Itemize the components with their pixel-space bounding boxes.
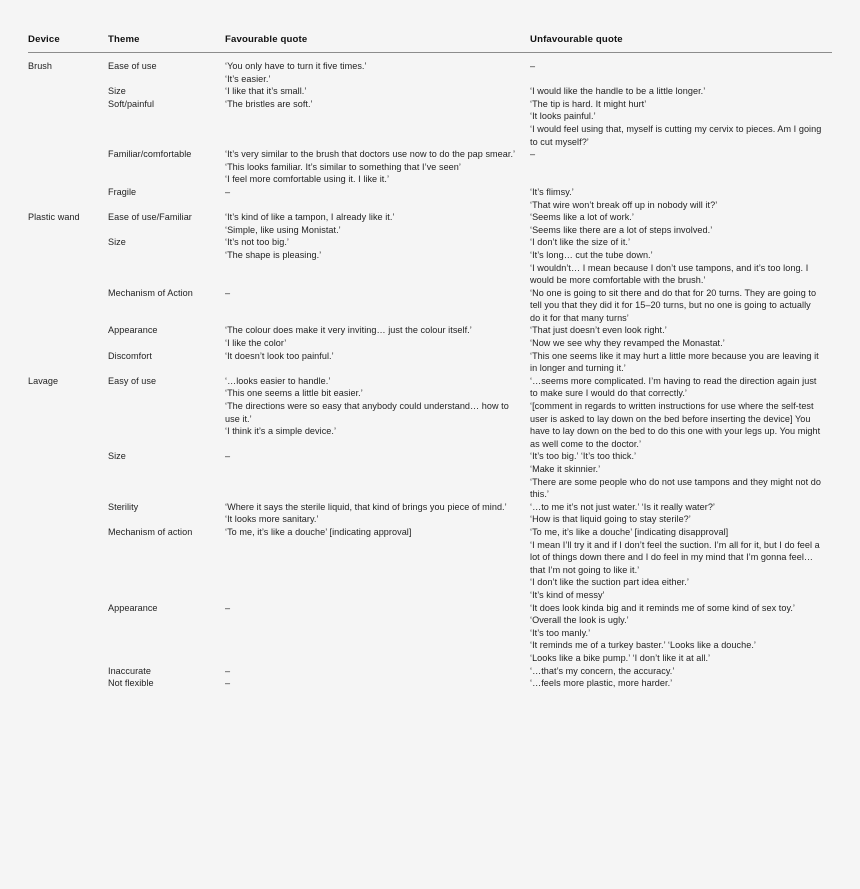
quote-line: ‘That just doesn’t even look right.’: [530, 325, 667, 336]
table-row: [28, 324, 832, 349]
cell-unfavourable-quote: [530, 287, 832, 325]
cell-device: [28, 236, 108, 286]
cell-theme: Appearance: [108, 602, 158, 613]
cell-favourable-quote: [225, 677, 530, 690]
quote-line: ‘I don’t like the size of it.’: [530, 237, 631, 248]
table-row: [28, 350, 832, 375]
cell-unfavourable-quote: [530, 375, 832, 451]
quote-line: –: [530, 61, 536, 71]
quote-line: –: [530, 149, 536, 160]
cell-unfavourable-quote: [530, 602, 832, 665]
quote-line: –: [225, 665, 231, 676]
cell-device: [28, 148, 108, 186]
cell-device: [28, 501, 108, 526]
table-row: [28, 98, 832, 148]
quote-line: ‘The tip is hard. It might hurt’: [530, 98, 647, 109]
cell-unfavourable-quote: [530, 450, 832, 500]
table-row: [28, 287, 832, 325]
quote-line: ‘I feel more comfortable using it. I like it.’: [225, 174, 390, 185]
quote-line: ‘It’s kind of like a tampon, I already like it.’: [225, 212, 395, 223]
table-row: [28, 60, 832, 85]
table-row: [28, 211, 832, 236]
cell-favourable-quote: [225, 98, 530, 148]
cell-device: [28, 526, 108, 602]
quote-line: ‘There are some people who do not use tampons and they might not do this.’: [530, 476, 821, 500]
quote-line: ‘It doesn’t look too painful.’: [225, 350, 334, 361]
quote-line: ‘The colour does make it very inviting… just the colour itself.’: [225, 325, 472, 336]
cell-device: [28, 85, 108, 98]
cell-theme: Mechanism of Action: [108, 287, 193, 298]
quote-line: ‘It’s long… cut the tube down.’: [530, 249, 653, 260]
cell-device: [28, 665, 108, 678]
quote-line: ‘I mean I’ll try it and if I don’t feel the suction. I’m all for it, but I do feel a lot of things down there and I do feel in my mind that I’m gonna feel… that I’m not going to like it.’: [530, 539, 820, 575]
table-row: [28, 602, 832, 665]
cell-favourable-quote: [225, 602, 530, 665]
quote-line: ‘This looks familiar. It’s similar to something that I’ve seen’: [225, 161, 461, 172]
quote-line: ‘The shape is pleasing.’: [225, 249, 322, 260]
cell-theme: Fragile: [108, 186, 137, 197]
quote-line: ‘Looks like a bike pump.’ ‘I don’t like it at all.’: [530, 652, 711, 663]
cell-theme: Size: [108, 237, 126, 248]
quote-line: ‘I don’t like the suction part idea either.’: [530, 577, 689, 588]
cell-favourable-quote: [225, 287, 530, 325]
cell-favourable-quote: [225, 186, 530, 211]
quote-line: ‘That wire won’t break off up in nobody will it?’: [530, 199, 718, 210]
quote-line: ‘I like the color’: [225, 338, 287, 349]
quote-line: –: [225, 186, 231, 197]
cell-device: [28, 186, 108, 211]
quote-line: ‘It’s easier.’: [225, 73, 271, 84]
cell-favourable-quote: [225, 350, 530, 375]
cell-unfavourable-quote: [530, 324, 832, 349]
quote-line: ‘…that’s my concern, the accuracy.’: [530, 665, 675, 676]
cell-device: [28, 602, 108, 665]
cell-theme: Ease of use/Familiar: [108, 212, 192, 223]
spacer-cell: [530, 53, 832, 61]
cell-favourable-quote: [225, 375, 530, 451]
qualitative-quotes-table-container: [28, 34, 832, 690]
quote-line: ‘It’s not too big.’: [225, 237, 289, 248]
quote-line: ‘…seems more complicated. I’m having to read the direction again just to make sure I would do that correctly.’: [530, 375, 817, 399]
quote-line: ‘Seems like there are a lot of steps involved.’: [530, 224, 713, 235]
cell-device: [28, 450, 108, 500]
table-row: [28, 375, 832, 451]
quote-line: –: [225, 678, 231, 689]
cell-device: Brush: [28, 61, 53, 71]
cell-theme: Discomfort: [108, 350, 152, 361]
table-row: [28, 450, 832, 500]
quote-line: ‘I would feel using that, myself is cutting my cervix to pieces. Am I going to cut myself?’: [530, 123, 822, 147]
cell-favourable-quote: [225, 85, 530, 98]
cell-theme: Mechanism of action: [108, 526, 193, 537]
quote-line: ‘It’s flimsy.’: [530, 186, 574, 197]
table-row: [28, 665, 832, 678]
cell-device: [28, 350, 108, 375]
quote-line: –: [225, 287, 231, 298]
quote-line: ‘It reminds me of a turkey baster.’ ‘Looks like a douche.’: [530, 640, 756, 651]
cell-theme: Size: [108, 86, 126, 97]
cell-theme: Familiar/comfortable: [108, 149, 192, 160]
quote-line: ‘…looks easier to handle.’: [225, 375, 331, 386]
cell-favourable-quote: [225, 501, 530, 526]
quote-line: ‘It looks more sanitary.’: [225, 514, 319, 525]
quote-line: ‘Make it skinnier.’: [530, 464, 601, 474]
qualitative-quotes-table: [28, 34, 832, 690]
spacer-cell: [225, 53, 530, 61]
table-row: [28, 236, 832, 286]
table-row: [28, 501, 832, 526]
cell-favourable-quote: [225, 526, 530, 602]
cell-theme: Not flexible: [108, 678, 154, 689]
cell-favourable-quote: [225, 211, 530, 236]
cell-theme: Easy of use: [108, 375, 157, 386]
quote-line: ‘I think it’s a simple device.’: [225, 426, 337, 437]
cell-theme: Appearance: [108, 325, 158, 336]
quote-line: –: [225, 451, 231, 462]
quote-line: ‘It’s kind of messy’: [530, 589, 605, 600]
quote-line: ‘Seems like a lot of work.’: [530, 212, 634, 223]
quote-line: ‘This one seems a little bit easier.’: [225, 388, 363, 399]
quote-line: ‘I like that it’s small.’: [225, 86, 307, 97]
cell-favourable-quote: [225, 60, 530, 85]
cell-theme: Soft/painful: [108, 98, 155, 109]
table-row: [28, 526, 832, 602]
quote-line: ‘Simple, like using Monistat.’: [225, 224, 341, 235]
quote-line: ‘It’s too manly.’: [530, 627, 591, 638]
quote-line: ‘No one is going to sit there and do that for 20 turns. They are going to tell you that they did it for 15–20 turns, but no one is going to actually do it for that many turns’: [530, 287, 817, 323]
spacer-cell: [108, 53, 225, 61]
table-row: [28, 148, 832, 186]
quote-line: ‘…to me it’s not just water.’ ‘Is it really water?’: [530, 501, 715, 512]
cell-favourable-quote: [225, 236, 530, 286]
cell-unfavourable-quote: [530, 60, 832, 85]
cell-unfavourable-quote: [530, 211, 832, 236]
quote-line: ‘It’s too big.’ ‘It’s too thick.’: [530, 451, 637, 462]
quote-line: ‘The bristles are soft.’: [225, 98, 313, 109]
header-spacer-row: [28, 53, 832, 61]
cell-theme: Size: [108, 451, 126, 462]
cell-device: [28, 677, 108, 690]
column-header-device: Device: [28, 34, 60, 45]
cell-unfavourable-quote: [530, 350, 832, 375]
cell-device: [28, 287, 108, 325]
cell-theme: Ease of use: [108, 61, 157, 71]
quote-line: ‘Where it says the sterile liquid, that kind of brings you piece of mind.’: [225, 501, 507, 512]
cell-favourable-quote: [225, 450, 530, 500]
cell-unfavourable-quote: [530, 677, 832, 690]
cell-unfavourable-quote: [530, 665, 832, 678]
cell-device: Lavage: [28, 375, 59, 386]
cell-device: [28, 324, 108, 349]
quote-line: ‘[comment in regards to written instructions for use where the self-test user is asked to lay down on the bed before inserting the device] You have to lay down on the bed to do this one with your legs up. You might as well come to the doctor.’: [530, 401, 821, 449]
quote-line: ‘I would like the handle to be a little longer.’: [530, 86, 706, 97]
column-header-favourable-quote: Favourable quote: [225, 34, 308, 45]
quote-line: ‘The directions were so easy that anybody could understand… how to use it.’: [225, 401, 509, 424]
cell-unfavourable-quote: [530, 236, 832, 286]
quote-line: ‘It looks painful.’: [530, 111, 596, 122]
cell-favourable-quote: [225, 324, 530, 349]
cell-unfavourable-quote: [530, 85, 832, 98]
cell-favourable-quote: [225, 665, 530, 678]
table-header: [28, 34, 832, 53]
quote-line: ‘To me, it’s like a douche’ [indicating approval]: [225, 526, 412, 537]
quote-line: ‘It’s very similar to the brush that doctors use now to do the pap smear.’: [225, 149, 516, 160]
quote-line: ‘It does look kinda big and it reminds me of some kind of sex toy.’: [530, 602, 796, 613]
quote-line: ‘To me, it’s like a douche’ [indicating disapproval]: [530, 526, 729, 537]
quote-line: ‘…feels more plastic, more harder.’: [530, 678, 673, 689]
cell-device: [28, 98, 108, 148]
quote-line: ‘I wouldn’t… I mean because I don’t use tampons, and it’s too long. I would be more comfortable with the brush.’: [530, 262, 809, 286]
table-row: [28, 186, 832, 211]
table-body: [28, 53, 832, 690]
cell-unfavourable-quote: [530, 526, 832, 602]
quote-line: ‘How is that liquid going to stay sterile?’: [530, 514, 691, 525]
cell-device: Plastic wand: [28, 212, 80, 223]
table-row: [28, 677, 832, 690]
table-header-row: [28, 34, 832, 53]
cell-theme: Sterility: [108, 501, 139, 512]
quote-line: –: [225, 602, 231, 613]
quote-line: ‘You only have to turn it five times.’: [225, 61, 367, 71]
cell-favourable-quote: [225, 148, 530, 186]
cell-unfavourable-quote: [530, 501, 832, 526]
column-header-theme: Theme: [108, 34, 140, 45]
column-header-unfavourable-quote: Unfavourable quote: [530, 34, 623, 45]
cell-theme: Inaccurate: [108, 665, 151, 676]
cell-unfavourable-quote: [530, 186, 832, 211]
cell-unfavourable-quote: [530, 98, 832, 148]
quote-line: ‘Overall the look is ugly.’: [530, 615, 629, 626]
cell-unfavourable-quote: [530, 148, 832, 186]
table-row: [28, 85, 832, 98]
quote-line: ‘Now we see why they revamped the Monastat.’: [530, 338, 725, 349]
spacer-cell: [28, 53, 108, 61]
quote-line: ‘This one seems like it may hurt a little more because you are leaving it in longer and turning it.’: [530, 350, 819, 374]
